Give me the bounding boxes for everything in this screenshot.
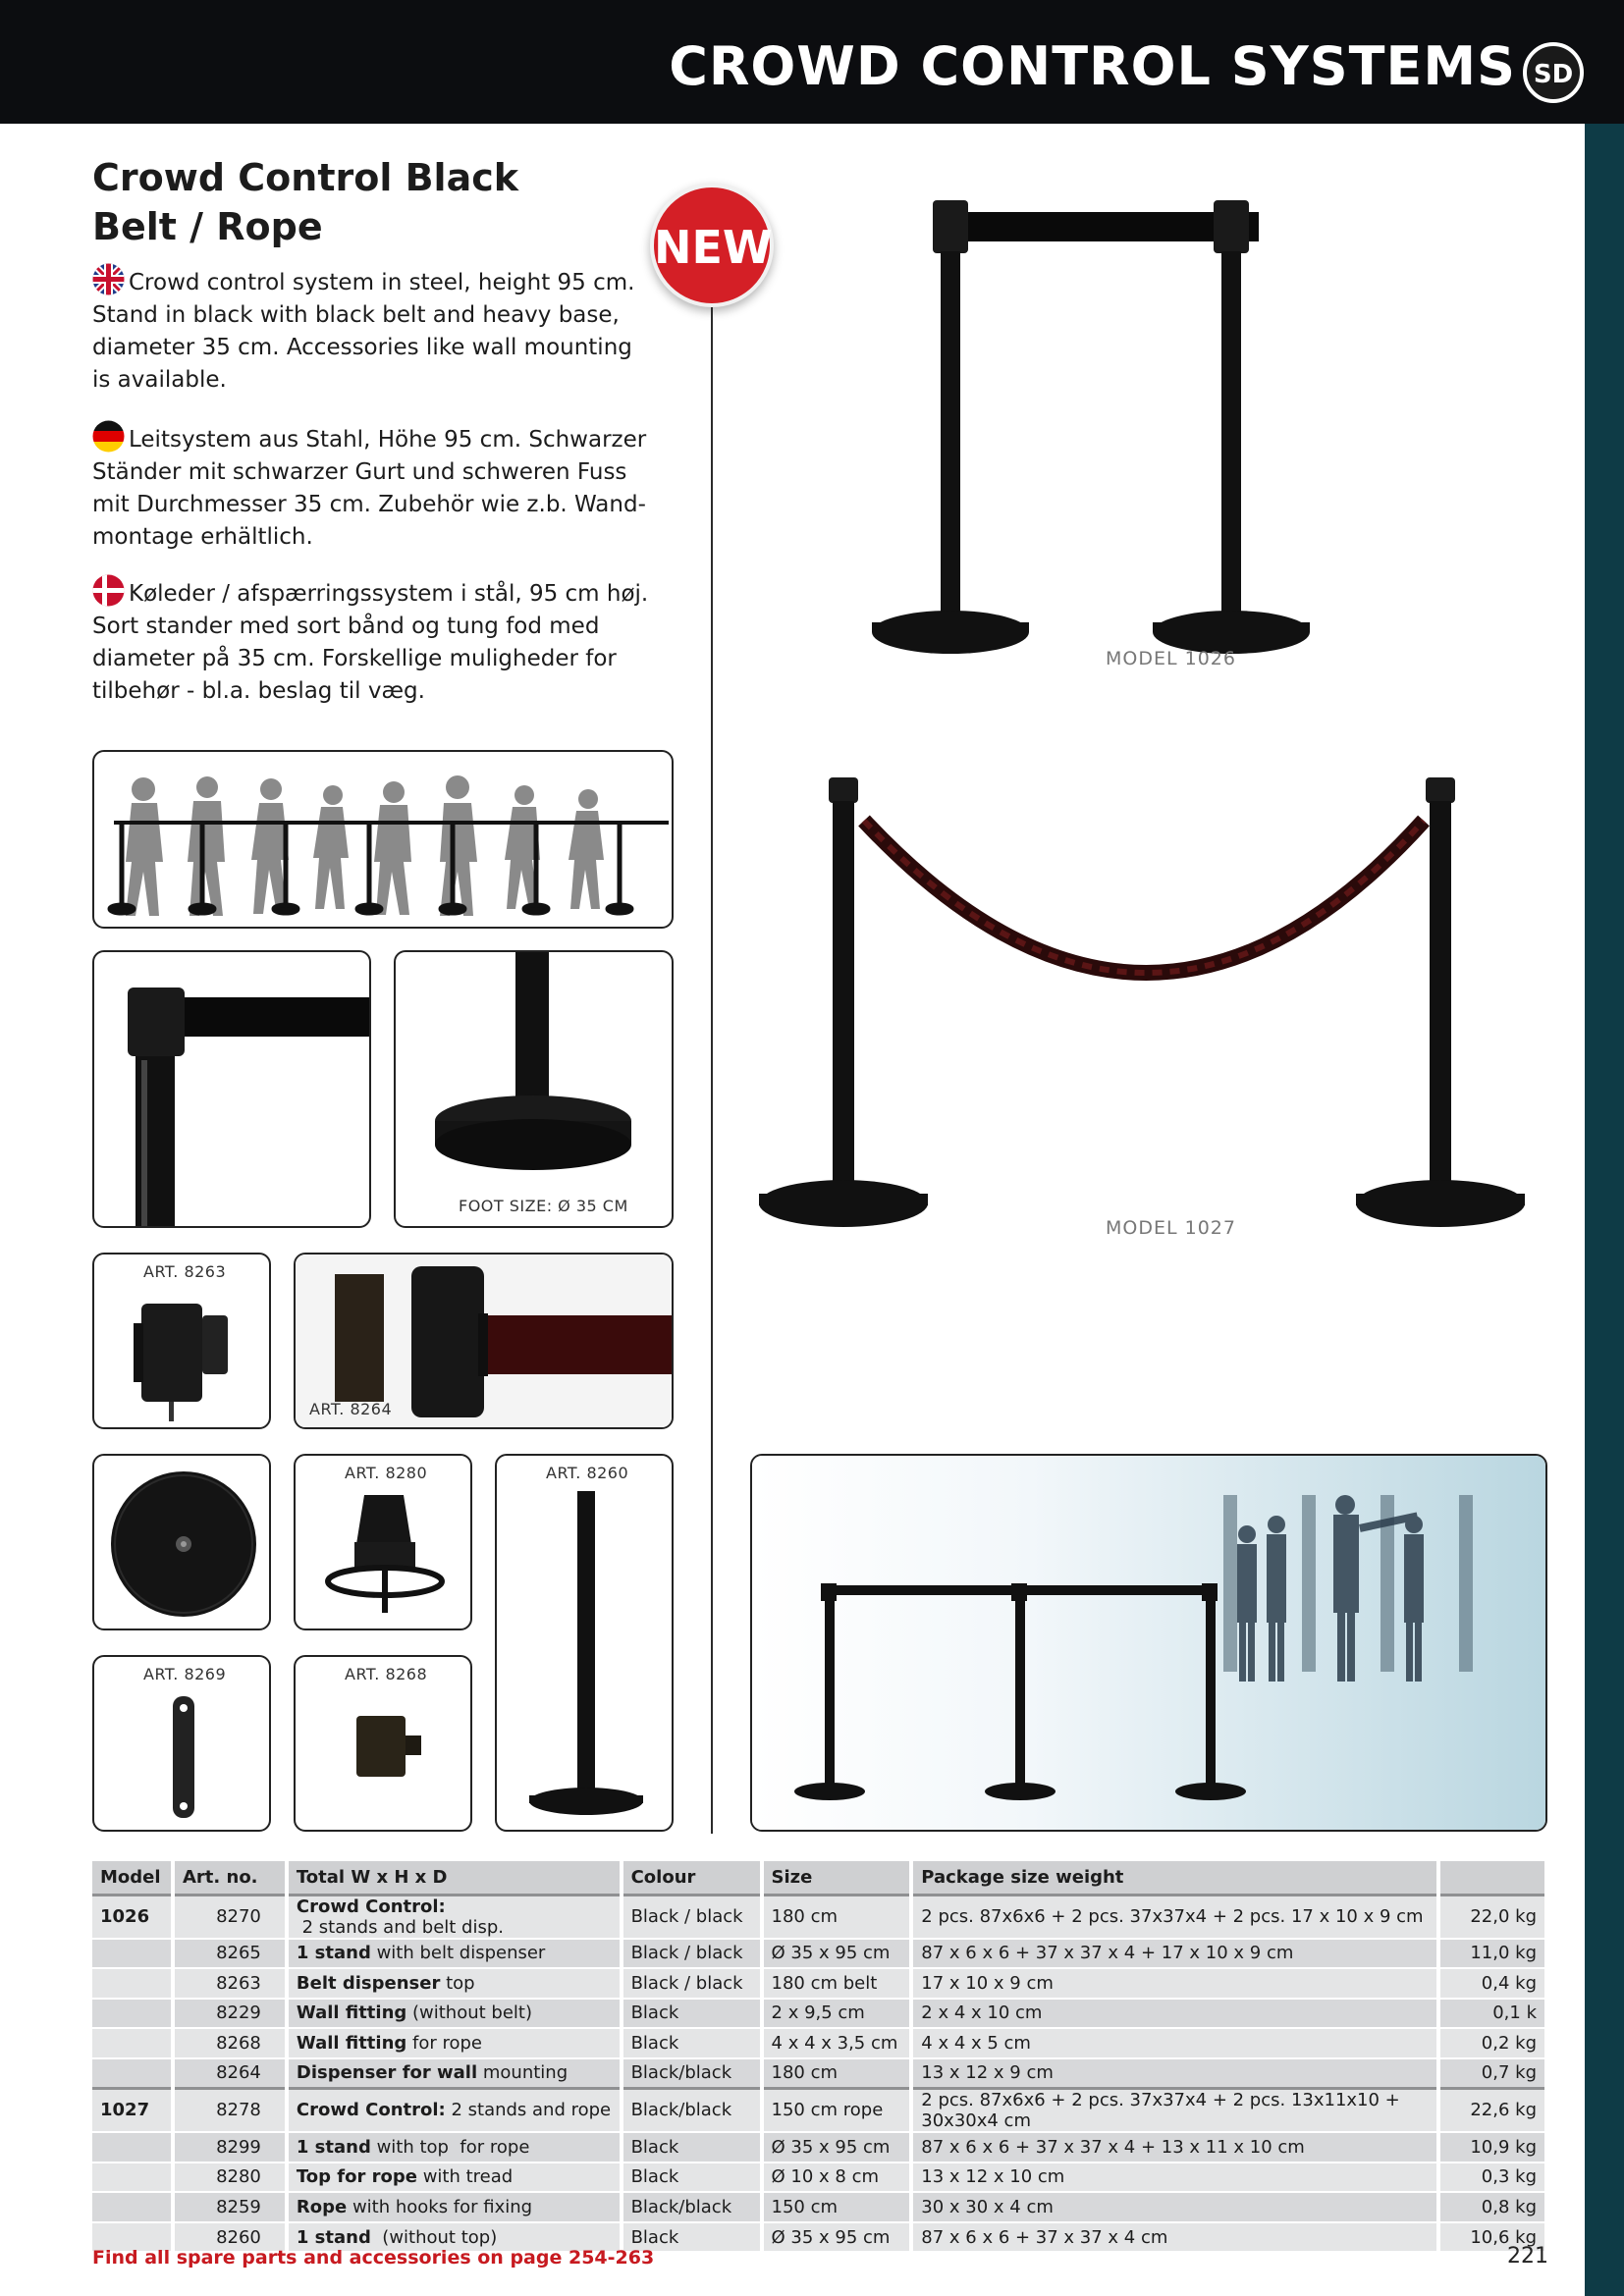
- art-8263-label: ART. 8263: [143, 1262, 227, 1281]
- cell-size: 180 cm belt: [762, 1968, 912, 1999]
- cell-weight: 0,4 kg: [1438, 1968, 1546, 1999]
- foot-size-label: FOOT SIZE: Ø 35 CM: [459, 1197, 628, 1215]
- header-title: CROWD CONTROL SYSTEMS: [669, 35, 1516, 97]
- cell-weight: 0,1 k: [1438, 1999, 1546, 2029]
- cell-art-no: 8264: [173, 2058, 287, 2089]
- cell-name-bold: Crowd Control:: [296, 2100, 446, 2121]
- cell-colour: Black/black: [622, 2088, 762, 2132]
- cell-name-bold: Crowd Control:: [296, 1896, 446, 1917]
- cell-colour: Black / black: [622, 1895, 762, 1939]
- cell-name-bold: Rope: [296, 2196, 348, 2217]
- cell-model: [92, 1999, 173, 2029]
- page-header: [0, 0, 1624, 124]
- art-8260-image: [495, 1454, 674, 1832]
- cell-name: [287, 2132, 622, 2163]
- cell-weight: 0,7 kg: [1438, 2058, 1546, 2089]
- cell-name-bold: 1 stand: [296, 2136, 371, 2158]
- cell-art-no: 8260: [173, 2222, 287, 2253]
- cell-art-no: 8229: [173, 1999, 287, 2029]
- cell-colour: Black: [622, 2028, 762, 2058]
- cell-package: 2 pcs. 87x6x6 + 2 pcs. 37x37x4 + 2 pcs. 17 x 10 x 9 cm: [911, 1895, 1438, 1939]
- art-8260-label: ART. 8260: [546, 1464, 629, 1482]
- art-8268-label: ART. 8268: [345, 1665, 428, 1683]
- foot-closeup-image: [394, 950, 674, 1228]
- cell-size: Ø 35 x 95 cm: [762, 2132, 912, 2163]
- cell-name: [287, 2058, 622, 2089]
- cell-weight: 0,8 kg: [1438, 2192, 1546, 2222]
- cell-name: [287, 2163, 622, 2193]
- cell-name: [287, 2088, 622, 2132]
- cell-model: [92, 1939, 173, 1969]
- cell-size: Ø 35 x 95 cm: [762, 2222, 912, 2253]
- cell-weight: 10,9 kg: [1438, 2132, 1546, 2163]
- cell-colour: Black: [622, 2163, 762, 2193]
- stand-without-top-image: [497, 1456, 674, 1832]
- germany-flag-icon: [92, 420, 125, 453]
- denmark-flag-icon: [92, 574, 125, 607]
- art-8264-image: [294, 1253, 674, 1429]
- round-base-image: [92, 1454, 271, 1630]
- art-8269-image: [92, 1655, 271, 1832]
- cell-name-bold: 1 stand: [296, 1943, 371, 1964]
- uk-flag-icon: [92, 263, 125, 295]
- header-total: Total W x H x D: [287, 1861, 622, 1895]
- cell-colour: Black: [622, 2222, 762, 2253]
- cell-model: 1027: [92, 2088, 173, 2132]
- header-model: Model: [92, 1861, 173, 1895]
- svg-text:SD: SD: [1533, 60, 1574, 89]
- art-8268-image: [294, 1655, 472, 1832]
- table-row: [92, 2192, 1546, 2222]
- cell-art-no: 8299: [173, 2132, 287, 2163]
- table-row: [92, 2163, 1546, 2193]
- cell-colour: Black / black: [622, 1939, 762, 1969]
- art-8263-image: [92, 1253, 271, 1429]
- cell-name: [287, 2028, 622, 2058]
- table-row: [92, 1999, 1546, 2029]
- cell-package: 2 x 4 x 10 cm: [911, 1999, 1438, 2029]
- cell-size: 2 x 9,5 cm: [762, 1999, 912, 2029]
- cell-package: 30 x 30 x 4 cm: [911, 2192, 1438, 2222]
- cell-package: 87 x 6 x 6 + 37 x 37 x 4 + 13 x 11 x 10 cm: [911, 2132, 1438, 2163]
- cell-name-bold: Top for rope: [296, 2166, 417, 2188]
- cell-name: [287, 1968, 622, 1999]
- cell-size: 150 cm rope: [762, 2088, 912, 2132]
- cell-size: Ø 10 x 8 cm: [762, 2163, 912, 2193]
- table-row: [92, 1968, 1546, 1999]
- model-1027-image: [756, 772, 1542, 1262]
- cell-name-rest: 2 stands and rope: [445, 2100, 612, 2121]
- table-row: [92, 1895, 1546, 1939]
- cell-package: 4 x 4 x 5 cm: [911, 2028, 1438, 2058]
- new-badge: NEW: [650, 184, 774, 307]
- foot-base-image: [396, 952, 674, 1228]
- cell-name-bold: Belt dispenser: [296, 1972, 441, 1994]
- description-english: Crowd control system in steel, height 95 cm. Stand in black with black belt and heavy base, diameter 35 cm. Accessories like wall mounting is available.: [92, 263, 652, 397]
- cell-weight: 0,3 kg: [1438, 2163, 1546, 2193]
- cell-name-rest: with top for rope: [370, 2136, 530, 2158]
- cell-colour: Black: [622, 1999, 762, 2029]
- cell-weight: 0,2 kg: [1438, 2028, 1546, 2058]
- cell-model: [92, 2192, 173, 2222]
- table-row: [92, 2028, 1546, 2058]
- belt-head-image: [94, 952, 371, 1228]
- product-title: Crowd Control Black Belt / Rope: [92, 156, 519, 248]
- sd-logo-icon: [1522, 41, 1585, 104]
- cell-weight: 11,0 kg: [1438, 1939, 1546, 1969]
- cell-colour: Black / black: [622, 1968, 762, 1999]
- cell-name-rest: with hooks for fixing: [347, 2196, 533, 2217]
- cell-art-no: 8278: [173, 2088, 287, 2132]
- cell-package: 87 x 6 x 6 + 37 x 37 x 4 + 17 x 10 x 9 cm: [911, 1939, 1438, 1969]
- cell-package: 2 pcs. 87x6x6 + 2 pcs. 37x37x4 + 2 pcs. 13x11x10 + 30x30x4 cm: [911, 2088, 1438, 2132]
- cell-package: 17 x 10 x 9 cm: [911, 1968, 1438, 1999]
- cell-name-rest: top: [440, 1972, 475, 1994]
- cell-name-bold: Wall fitting: [296, 2002, 407, 2024]
- queue-illustration: [92, 750, 674, 929]
- cell-colour: Black/black: [622, 2192, 762, 2222]
- cell-art-no: 8265: [173, 1939, 287, 1969]
- cell-size: 4 x 4 x 3,5 cm: [762, 2028, 912, 2058]
- footer-note: Find all spare parts and accessories on page 254-263: [92, 2247, 655, 2269]
- cell-art-no: 8268: [173, 2028, 287, 2058]
- cell-name-bold: 1 stand: [296, 2226, 371, 2248]
- cell-name-rest: with tread: [416, 2166, 514, 2188]
- model-1026-image: [864, 192, 1394, 683]
- description-german: Leitsystem aus Stahl, Höhe 95 cm. Schwarzer Ständer mit schwarzer Gurt und schweren Fuss mit Durchmesser 35 cm. Zubehör wie z.b. Wand-montage erhältlich.: [92, 420, 652, 554]
- cell-name: [287, 2192, 622, 2222]
- cell-colour: Black: [622, 2132, 762, 2163]
- header-weight: [1438, 1861, 1546, 1895]
- cell-model: [92, 2028, 173, 2058]
- art-8280-image: [294, 1454, 472, 1630]
- scene-photo: [752, 1456, 1547, 1832]
- cell-name-rest: (without belt): [406, 2002, 532, 2024]
- cell-name-rest: 2 stands and belt disp.: [296, 1916, 505, 1938]
- model-1026-label: MODEL 1026: [1106, 648, 1236, 669]
- art-8269-label: ART. 8269: [143, 1665, 227, 1683]
- cell-size: 150 cm: [762, 2192, 912, 2222]
- belt-closeup-image: [92, 950, 371, 1228]
- cell-package: 13 x 12 x 10 cm: [911, 2163, 1438, 2193]
- cell-name-bold: Wall fitting: [296, 2033, 407, 2055]
- cell-weight: 22,0 kg: [1438, 1895, 1546, 1939]
- cell-art-no: 8263: [173, 1968, 287, 1999]
- cell-art-no: 8270: [173, 1895, 287, 1939]
- header-art-no: Art. no.: [173, 1861, 287, 1895]
- cell-model: [92, 2132, 173, 2163]
- cell-size: 180 cm: [762, 1895, 912, 1939]
- cell-art-no: 8259: [173, 2192, 287, 2222]
- cell-weight: 22,6 kg: [1438, 2088, 1546, 2132]
- cell-name-rest: for rope: [406, 2033, 482, 2055]
- header-colour: Colour: [622, 1861, 762, 1895]
- header-package: Package size weight: [911, 1861, 1438, 1895]
- round-disc-image: [94, 1456, 271, 1630]
- page-number: 221: [1507, 2244, 1548, 2269]
- cell-name: [287, 1999, 622, 2029]
- model-1027-label: MODEL 1027: [1106, 1217, 1236, 1239]
- table-row: [92, 2132, 1546, 2163]
- spec-table: [92, 1861, 1548, 2253]
- cell-model: [92, 2163, 173, 2193]
- cell-size: Ø 35 x 95 cm: [762, 1939, 912, 1969]
- description-danish: Køleder / afspærringssystem i stål, 95 cm høj. Sort stander med sort bånd og tung fod med diameter på 35 cm. Forskellige muligheder for tilbehør - bl.a. beslag til væg.: [92, 574, 652, 708]
- cell-art-no: 8280: [173, 2163, 287, 2193]
- cell-weight: 10,6 kg: [1438, 2222, 1546, 2253]
- airport-scene-image: [750, 1454, 1547, 1832]
- side-band: [1585, 124, 1624, 2296]
- cell-name-rest: mounting: [477, 2062, 568, 2084]
- art-8280-label: ART. 8280: [345, 1464, 428, 1482]
- divider-line: [711, 307, 713, 1834]
- cell-name-rest: (without top): [370, 2226, 498, 2248]
- cell-model: [92, 2058, 173, 2089]
- people-queue-image: [94, 752, 674, 929]
- cell-model: 1026: [92, 1895, 173, 1939]
- cell-name: [287, 1895, 622, 1939]
- table-row: [92, 2088, 1546, 2132]
- cell-package: 13 x 12 x 9 cm: [911, 2058, 1438, 2089]
- art-8264-label: ART. 8264: [309, 1400, 393, 1418]
- cell-name: [287, 1939, 622, 1969]
- table-row: [92, 1939, 1546, 1969]
- table-header-row: [92, 1861, 1546, 1895]
- cell-model: [92, 1968, 173, 1999]
- table-row: [92, 2058, 1546, 2089]
- cell-size: 180 cm: [762, 2058, 912, 2089]
- cell-name-bold: Dispenser for wall: [296, 2062, 478, 2084]
- cell-colour: Black/black: [622, 2058, 762, 2089]
- header-size: Size: [762, 1861, 912, 1895]
- cell-name-rest: with belt dispenser: [370, 1943, 546, 1964]
- cell-package: 87 x 6 x 6 + 37 x 37 x 4 cm: [911, 2222, 1438, 2253]
